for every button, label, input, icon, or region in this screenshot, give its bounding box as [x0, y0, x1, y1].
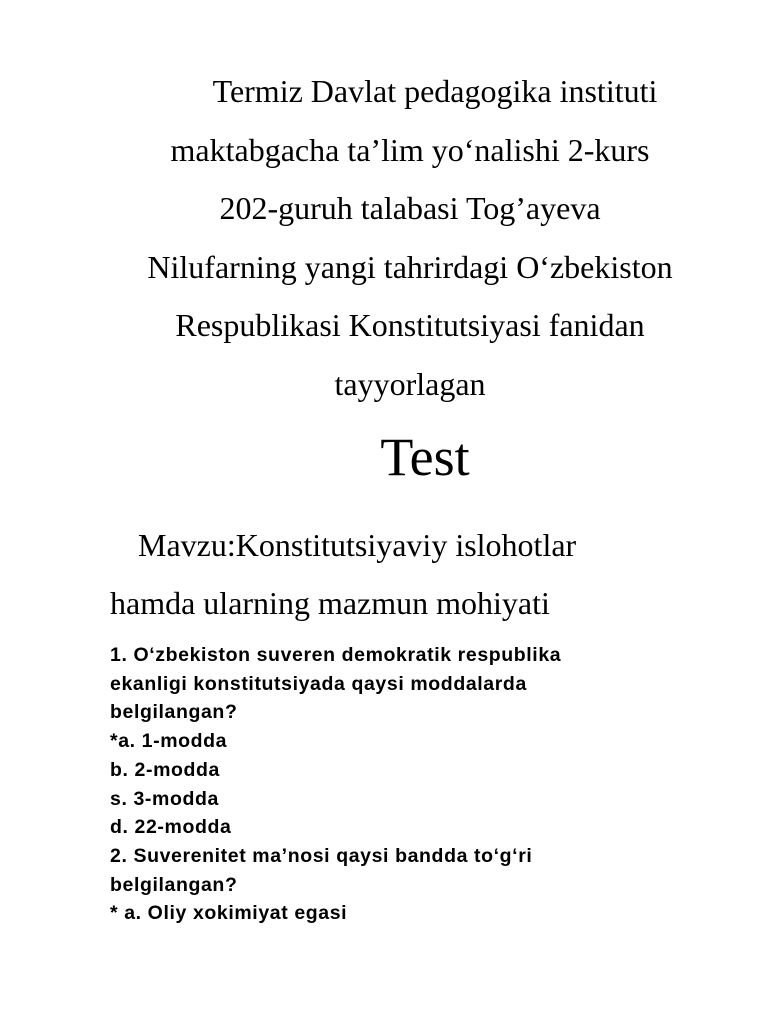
intro-line: Termiz Davlat pedagogika instituti	[212, 73, 658, 109]
question-1-option-a: *a. 1-modda	[110, 730, 228, 753]
question-2-option-a: * a. Oliy xokimiyat egasi	[110, 902, 348, 925]
question-1-text: ekanligi konstitutsiyada qaysi moddalarda	[110, 672, 527, 695]
question-2-text: 2. Suverenitet ma’nosi qaysi bandda to‘g‘ri	[110, 844, 533, 867]
topic-line: Mavzu:Konstitutsiyaviy islohotlar	[138, 527, 577, 563]
intro-line: Respublikasi Konstitutsiyasi fanidan	[175, 307, 645, 343]
topic-block	[110, 516, 750, 632]
intro-line: tayyorlagan	[334, 365, 486, 402]
question-2-text: belgilangan?	[110, 873, 238, 896]
topic-line: hamda ularning mazmun mohiyati	[110, 585, 550, 621]
question-1-option-b: b. 2-modda	[110, 758, 221, 781]
page-title: Test	[380, 427, 470, 487]
intro-block	[100, 62, 720, 413]
intro-line: maktabgacha ta’lim yo‘nalishi 2-kurs	[170, 131, 650, 168]
question-1-text: 1. O‘zbekiston suveren demokratik respublika	[110, 644, 562, 666]
question-1-option-d: d. 22-modda	[110, 816, 232, 839]
questions-list	[110, 641, 750, 928]
intro-line: 202-guruh talabasi Tog’ayeva	[219, 190, 601, 226]
intro-line: Nilufarning yangi tahrirdagi O‘zbekiston	[147, 248, 673, 285]
question-1-text: belgilangan?	[110, 701, 238, 724]
question-1-option-s: s. 3-modda	[110, 787, 219, 810]
